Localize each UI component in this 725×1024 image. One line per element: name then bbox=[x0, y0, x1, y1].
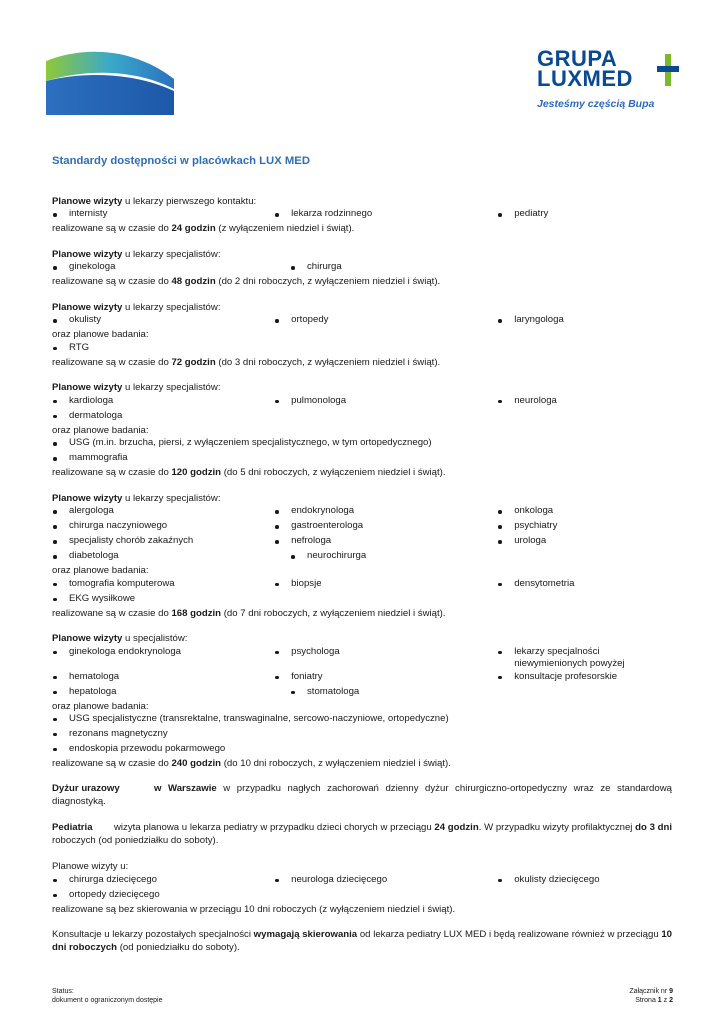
pediatrics-paragraph: Pediatria wizyta planowa u lekarza pediatry w przypadku dzieci chorych w przeciągu 24 godzin. W przypadku wizyty profilaktycznej do 3 dni roboczych (od poniedziałku do soboty). bbox=[52, 822, 672, 846]
section-closing: realizowane są w czasie do 72 godzin (do 3 dni roboczych, z wyłączeniem niedziel i świąt). bbox=[52, 356, 441, 368]
luxmed-logo bbox=[535, 48, 685, 118]
list-item: psychologa bbox=[274, 646, 497, 671]
list-row bbox=[52, 550, 672, 565]
list-item: gastroenterologa bbox=[274, 520, 497, 535]
list-item: kardiologa bbox=[52, 395, 274, 410]
list-item: pediatry bbox=[497, 208, 672, 223]
list-item: konsultacje profesorskie bbox=[497, 671, 672, 686]
section-intro: Planowe wizyty u lekarzy specjalistów: bbox=[52, 492, 221, 504]
section-48h bbox=[52, 249, 672, 289]
list-item: specjalisty chorób zakaźnych bbox=[52, 535, 274, 550]
list-item: lekarzy specjalności niewymienionych powyżej bbox=[497, 646, 672, 671]
list-item: alergologa bbox=[52, 505, 274, 520]
section-intro: Planowe wizyty u lekarzy specjalistów: bbox=[52, 301, 221, 313]
page-number: Strona 1 z 2 bbox=[635, 997, 673, 1005]
list-item: nefrologa bbox=[274, 535, 497, 550]
list-row bbox=[52, 889, 672, 904]
list-item: hematologa bbox=[52, 671, 274, 686]
section-closing: realizowane są w czasie do 120 godzin (do 5 dni roboczych, z wyłączeniem niedziel i świąt). bbox=[52, 467, 446, 479]
page-title: Standardy dostępności w placówkach LUX MED bbox=[52, 155, 310, 167]
exams-label: oraz planowe badania: bbox=[52, 565, 149, 577]
list-item: chirurga naczyniowego bbox=[52, 520, 274, 535]
section-240h bbox=[52, 633, 672, 770]
list-item: chirurga dziecięcego bbox=[52, 874, 274, 889]
consult-paragraph: Konsultacje u lekarzy pozostałych specjalności wymagają skierowania od lekarza pediatry LUX MED i będą realizowane również w przeciągu 10 dni roboczych (od poniedziałku do soboty). bbox=[52, 929, 673, 953]
wave-logo bbox=[46, 47, 174, 115]
pediatrics-label: Pediatria bbox=[52, 822, 93, 834]
list-row bbox=[52, 410, 672, 425]
list-item: pulmonologa bbox=[274, 395, 497, 410]
section-intro: Planowe wizyty u specjalistów: bbox=[52, 633, 188, 645]
cross-icon bbox=[657, 54, 679, 86]
logo-grupa-text: GRUPA bbox=[537, 46, 618, 71]
list-item: ginekologa endokrynologa bbox=[52, 646, 274, 671]
footer-status bbox=[52, 987, 163, 1006]
section-72h bbox=[52, 302, 672, 369]
list-item: psychiatry bbox=[497, 520, 672, 535]
exams-label: oraz planowe badania: bbox=[52, 424, 149, 436]
section-closing: realizowane są w czasie do 240 godzin (do 10 dni roboczych, z wyłączeniem niedziel i świąt). bbox=[52, 757, 451, 769]
list-item: diabetologa bbox=[52, 550, 290, 565]
section-intro: Planowe wizyty u lekarzy specjalistów: bbox=[52, 248, 221, 260]
annex-number: Załącznik nr 9 bbox=[629, 988, 673, 995]
list-row bbox=[52, 578, 672, 593]
section-child-visits bbox=[52, 861, 672, 916]
list-item: okulisty dziecięcego bbox=[497, 874, 672, 889]
list-item: USG (m.in. brzucha, piersi, z wyłączeniem specjalistycznego, w tym ortopedycznego) bbox=[52, 437, 672, 452]
list-row bbox=[52, 535, 672, 550]
list-item: neurochirurga bbox=[290, 550, 529, 565]
section-168h bbox=[52, 493, 672, 620]
exams-label: oraz planowe badania: bbox=[52, 329, 149, 341]
list-item: neurologa bbox=[497, 395, 672, 410]
logo-slogan: Jesteśmy częścią Bupa bbox=[537, 98, 655, 110]
section-intro: Planowe wizyty u: bbox=[52, 861, 129, 873]
section-closing: realizowane są w czasie do 48 godzin (do 2 dni roboczych, z wyłączeniem niedziel i świąt). bbox=[52, 276, 441, 288]
list-item: internisty bbox=[52, 208, 274, 223]
list-item: endoskopia przewodu pokarmowego bbox=[52, 743, 672, 758]
list-item: hepatologa bbox=[52, 686, 290, 701]
exams-label: oraz planowe badania: bbox=[52, 700, 149, 712]
list-item: biopsje bbox=[274, 578, 497, 593]
list-item: tomografia komputerowa bbox=[52, 578, 274, 593]
list-row bbox=[52, 395, 672, 410]
footer-page-info bbox=[629, 987, 673, 1006]
status-value: dokument o ograniczonym dostępie bbox=[52, 997, 163, 1005]
list-item: neurologa dziecięcego bbox=[274, 874, 497, 889]
list-row bbox=[52, 686, 672, 701]
list-item: RTG bbox=[52, 342, 672, 357]
list-item: ginekologa bbox=[52, 261, 290, 276]
duty-label: Dyżur urazowy bbox=[52, 783, 120, 795]
list-row bbox=[52, 261, 672, 276]
list-item: rezonans magnetyczny bbox=[52, 728, 672, 743]
list-item: lekarza rodzinnego bbox=[274, 208, 497, 223]
section-closing: realizowane są bez skierowania w przeciągu 10 dni roboczych (z wyłączeniem niedziel i świąt). bbox=[52, 903, 456, 915]
list-row bbox=[52, 520, 672, 535]
section-closing: realizowane są w czasie do 24 godzin (z wyłączeniem niedziel i świąt). bbox=[52, 223, 355, 235]
list-item: dermatologa bbox=[52, 410, 290, 425]
section-closing: realizowane są w czasie do 168 godzin (do 7 dni roboczych, z wyłączeniem niedziel i świąt). bbox=[52, 607, 446, 619]
list-item: okulisty bbox=[52, 314, 274, 329]
status-label: Status: bbox=[52, 988, 74, 995]
list-item: densytometria bbox=[497, 578, 672, 593]
logo-luxmed-text: LUXMED bbox=[537, 66, 633, 91]
section-120h bbox=[52, 382, 672, 479]
section-24h bbox=[52, 196, 672, 236]
section-intro: Planowe wizyty u lekarzy specjalistów: bbox=[52, 382, 221, 394]
list-row bbox=[52, 208, 672, 223]
list-item: EKG wysiłkowe bbox=[52, 593, 672, 608]
document-body bbox=[52, 196, 672, 968]
list-item: onkologa bbox=[497, 505, 672, 520]
list-row bbox=[52, 671, 672, 686]
list-row bbox=[52, 314, 672, 329]
list-item: endokrynologa bbox=[274, 505, 497, 520]
duty-text: w przypadku nagłych zachorowań dzienny dyżur chirurgiczno-ortopedyczny wraz ze standardową diagnostyką. bbox=[52, 783, 672, 807]
list-item: urologa bbox=[497, 535, 672, 550]
list-item: laryngologa bbox=[497, 314, 672, 329]
list-row bbox=[52, 874, 672, 889]
list-row bbox=[52, 646, 672, 671]
section-intro: Planowe wizyty u lekarzy pierwszego kontaktu: bbox=[52, 196, 257, 207]
duty-location: w Warszawie bbox=[154, 783, 217, 795]
list-row bbox=[52, 505, 672, 520]
list-item: chirurga bbox=[290, 261, 529, 276]
list-item: USG specjalistyczne (transrektalne, transwaginalne, sercowo-naczyniowe, ortopedyczne) bbox=[52, 713, 672, 728]
list-item: mammografia bbox=[52, 452, 672, 467]
list-item: foniatry bbox=[274, 671, 497, 686]
list-item: ortopedy bbox=[274, 314, 497, 329]
list-item: ortopedy dziecięcego bbox=[52, 889, 290, 904]
duty-paragraph bbox=[52, 783, 672, 808]
list-item: stomatologa bbox=[290, 686, 529, 701]
